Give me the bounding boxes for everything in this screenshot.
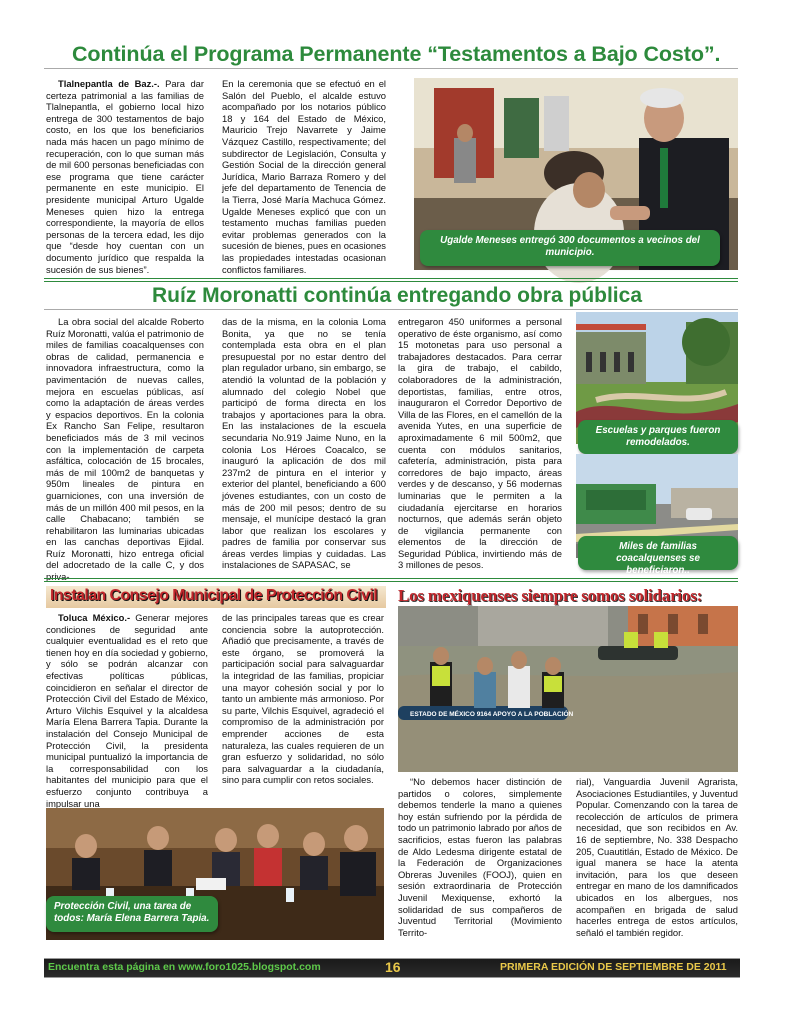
article4-title-banner xyxy=(398,586,738,608)
article1-column-2 xyxy=(222,78,386,274)
article2-title-rule xyxy=(44,309,738,310)
article1-col1-text: Para dar certeza patrimonial a las familias de Tlalnepantla, el gobierno local hizo entrega de 300 testamentos de bajo costo, en los que los beneficiarios nada más hacen un pago mínimo de recuperación, con lo que suman más de mil 600 personas beneficiadas con ese programa que tiene carácter permanente en este municipio. El presidente municipal Arturo Ugalde Meneses quien hizo la entrega correspondiente, la mayoría de ellos personas de la tercera edad, les dijo que “desde hoy cuentan con un documento jurídico que respalda la sucesión de sus bienes”. xyxy=(46,78,204,275)
footer-website: Encuentra esta página en www.foro1025.blogspot.com xyxy=(48,961,321,973)
article3-col2-text: de las principales tareas que es crear conciencia sobre la autoprotección. Añadió que precisamente, a través de este órgano, se promoverá la participación social para salvaguardar la integridad de las familias, propiciar una mayor cohesión social y por lo tanto un ambiente más armonioso. Por su parte, Vilchis Esquivel, agradeció el compromiso de la administración por emprender acciones de esta naturaleza, las cuales requieren de un gran esfuerzo y solidaridad, no sólo para salvaguardar a la ciudadanía, sino para cumplir con retos sociales. xyxy=(222,612,384,786)
article4-title: Los mexiquenses siempre somos solidarios: xyxy=(398,586,703,605)
article1-col2-text: En la ceremonia que se efectuó en el Salón del Pueblo, el alcalde estuvo acompañado por los notarios público 18 y 164 del Estado de México, Mauricio Trejo Navarrete y Jaime Vázquez Castillo, respectivamente; del subdirector de Legislación, Consulta y Gestión Social de la dirección general Jurídica, Mario Barraza Romero y del jefe del departamento de Tenencia de la Tierra, José María Machuca Gómez. Ugalde Meneses explicó que con un testamento muchas familias pueden evitar problemas generados con la sucesión de bienes, pues en ocasiones las propiedades intestadas ocasionan conflictos familiares. xyxy=(222,78,386,275)
footer-edition: PRIMERA EDICIÓN DE SEPTIEMBRE DE 2011 xyxy=(500,961,727,973)
article4-boat-text: ESTADO DE MÉXICO 9164 APOYO A LA POBLACIÓN xyxy=(410,711,574,718)
article2-col3-text: entregaron 450 uniformes a personal operativo de éste organismo, así como 15 motonetas para uso personal a trabajadores destacados. Para cerrar la gira de trabajo, el cabildo, colaboradores de la administración, deportistas, familias, entre otros, inauguraron el Corredor Deportivo de Villa de las Flores, en el camellón de la avenida Yutes, en una superficie de aproximadamente 6 mil 500m2, que cuenta con módulos sanitarios, cafetería, administración, pista para corredores de bajo impacto, áreas verdes y de descanso, y 56 modernas luminarias que le permiten a la ciudadanía ejercitarse en horarios nocturnos, que además serán objeto de vigilancia permanente con elementos de la dirección de Seguridad Pública, invirtiendo más de 3 millones de pesos. xyxy=(398,316,562,571)
article1-caption: Ugalde Meneses entregó 300 documentos a vecinos del municipio. xyxy=(420,230,720,266)
footer-page-number: 16 xyxy=(385,959,401,975)
article2-title: Ruíz Moronatti continúa entregando obra pública xyxy=(152,284,643,307)
article3-title: Instalan Consejo Municipal de Protección Civil xyxy=(50,587,378,604)
article2-column-2 xyxy=(222,316,386,574)
article4-flood-photo xyxy=(398,606,738,772)
article2-column-3 xyxy=(398,316,562,574)
article2-caption-2: Miles de familias coacalquenses se beneficiaron.. xyxy=(578,536,738,570)
article2-col1-text: La obra social del alcalde Roberto Ruíz Moronatti, valúa el patrimonio de miles de familias coacalquenses con obras de calidad, permanencia e innovadora infraestructura, como la pavimentación de nuevas calles, mejora en escuelas públicas, así como la adaptación de áreas verdes y espacios deportivos. En la colonia Ex Rancho San Felipe, resultaron beneficiados más de 3 mil vecinos con la implementación de carpeta asfáltica, colocación de 15 brocales, más de mil 100m2 de banquetas y 950m lineales de pintura en guarniciones, con una inversión de más de un millón 400 mil pesos, en la calle Chabacano; también se rehabilitaron las luminarias ubicadas en las canchas deportivas Ejidal. Ruíz Moronatti, hizo entrega oficial del adocretado de la calle C, y dos priva- xyxy=(46,316,204,583)
article3-column-1 xyxy=(46,612,208,809)
article3-dateline: Toluca México.- xyxy=(58,612,131,623)
article2-col2-text: das de la misma, en la colonia Loma Bonita, ya que no se tenía contemplada esta obra en el plan presupuestal por no estar dentro del plan regulador urbano, sin embargo, se atendió la voluntad de la población y alumnado del colegio Nobel que participó de forma directa en los trabajos y aportaciones para la obra. En las instalaciones de la escuela secundaria No.919 Jaime Nuno, en la colonia Los Héroes Coacalco, se inauguró la aplicación de dos mil 237m2 de pintura en el interior y exterior del plantel, beneficiando a 600 jóvenes estudiantes, con un costo de más de 200 mil pesos; dentro de su mensaje, el munícipe destacó la gran labor que realizan los escolares y padres de familia por conservar sus áreas verdes limpias y cuidadas. Las instalaciones de SAPASAC, se xyxy=(222,316,386,571)
article2-column-1 xyxy=(46,316,204,583)
article1-dateline: Tlalnepantla de Baz.-. xyxy=(58,78,160,89)
article1-title-rule xyxy=(44,68,738,69)
article4-column-2 xyxy=(576,776,738,936)
article1-bottom-rule xyxy=(44,278,738,282)
article4-col1-text: “No debemos hacer distinción de partidos o colores, simplemente debemos tenderle la mano a quienes hoy están sufriendo por la pérdida de todo un patrimonio labrado por años de sacrificios, estas fueron las palabras de Aldo Ledesma dirigente estatal de la Federación de Organizaciones Obreras Juveniles (FOOJ), quien en sesión extraordinaria de Protección Juvenil Mexiquense, exhortó la solidaridad de sus compañeros de Juventud Territorial (Movimiento Territo- xyxy=(398,776,562,938)
article1-title: Continúa el Programa Permanente “Testamentos a Bajo Costo”. xyxy=(72,42,721,66)
article3-column-2 xyxy=(222,612,384,806)
article2-bottom-rule xyxy=(44,578,738,582)
article3-caption: Protección Civil, una tarea de todos: María Elena Barrera Tapia. xyxy=(46,896,218,932)
article4-col2-text: rial), Vanguardia Juvenil Agrarista, Asociaciones Estudiantiles, y Juventud Popular. Comenzando con la tarea de recolección de artículos de primera necesidad, que son recibidos en Av. 16 de septiembre, No. 338 Despacho 205, Cuautitlán, Estado de México. De igual manera se hace la atenta invitación, para los que deseen entregar en mano de los damnificados ubicados en los albergues, nos acompañen en brigada de salud hacerles entrega de estos artículos, señaló el también regidor. xyxy=(576,776,738,938)
article3-title-banner xyxy=(46,586,386,608)
article3-col1-text: Generar mejores condiciones de seguridad ante cualquier eventualidad es el reto que tienen hoy en día sociedad y gobierno, y sólo se podrán alcanzar con efectivas políticas públicas, coincidieron en señalar el director de Protección Civil del Estado de México, Arturo Vilchis Esquivel y la alcaldesa María Elena Barrera Tapia. Durante la instalación del Consejo Municipal de Protección Civil, la presidenta municipal puntualizó la importancia de la corresponsabilidad con los habitantes del municipio para que el esfuerzo conjunto contribuya a impulsar una xyxy=(46,612,208,809)
article4-column-1 xyxy=(398,776,562,936)
article2-caption-1: Escuelas y parques fueron remodelados. xyxy=(578,420,738,454)
article1-column-1 xyxy=(46,78,204,274)
